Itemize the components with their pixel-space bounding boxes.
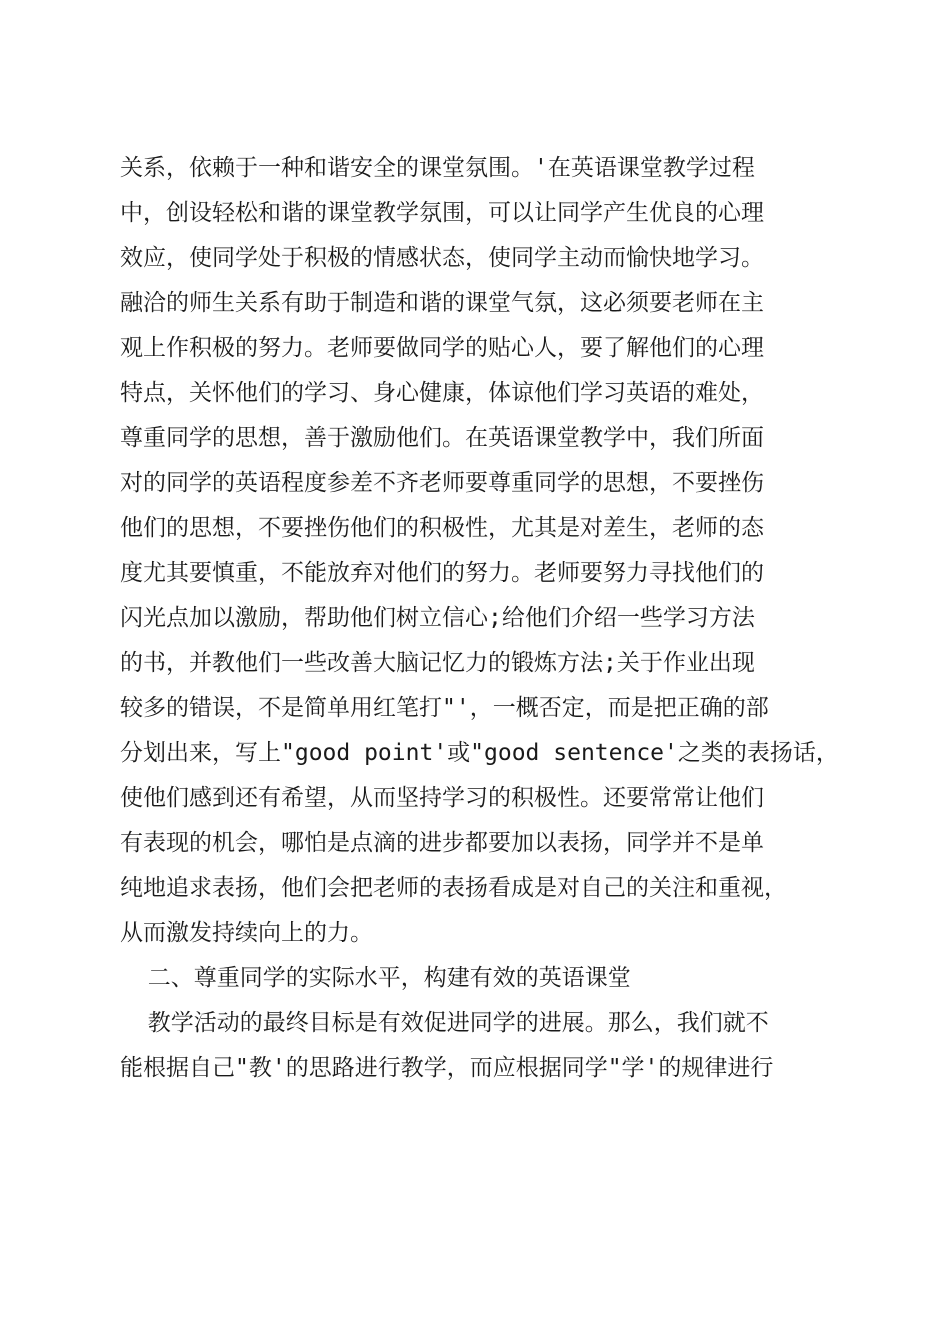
text-line: 中，创设轻松和谐的课堂教学氛围，可以让同学产生优良的心理 <box>120 200 764 226</box>
text-line: 他们的思想，不要挫伤他们的积极性，尤其是对差生，老师的态 <box>120 515 764 541</box>
text-line: 分划出来，写上"good point'或"good sentence'之类的表扬话， <box>120 740 839 766</box>
text-line: 较多的错误，不是简单用红笔打"'，一概否定，而是把正确的部 <box>120 695 769 721</box>
text-line: 对的同学的英语程度参差不齐老师要尊重同学的思想，不要挫伤 <box>120 470 764 496</box>
text-line: 效应，使同学处于积极的情感状态，使同学主动而愉快地学习。 <box>120 245 764 271</box>
text-line: 能根据自己"教'的思路进行教学，而应根据同学"学'的规律进行 <box>120 1055 774 1081</box>
text-line: 尊重同学的思想，善于激励他们。在英语课堂教学中，我们所面 <box>120 425 764 451</box>
text-line: 有表现的机会，哪怕是点滴的进步都要加以表扬，同学并不是单 <box>120 830 764 856</box>
text-line: 融洽的师生关系有助于制造和谐的课堂气氛，这必须要老师在主 <box>120 290 764 316</box>
text-line: 观上作积极的努力。老师要做同学的贴心人，要了解他们的心理 <box>120 335 764 361</box>
text-line: 关系，依赖于一种和谐安全的课堂氛围。'在英语课堂教学过程 <box>120 155 755 181</box>
text-line: 的书，并教他们一些改善大脑记忆力的锻炼方法;关于作业出现 <box>120 650 755 676</box>
section-heading: 二、尊重同学的实际水平，构建有效的英语课堂 <box>120 965 631 991</box>
body-text <box>120 146 840 1091</box>
text-line: 纯地追求表扬，他们会把老师的表扬看成是对自己的关注和重视， <box>120 875 787 901</box>
text-line: 特点，关怀他们的学习、身心健康，体谅他们学习英语的难处， <box>120 380 764 406</box>
text-line: 度尤其要慎重，不能放弃对他们的努力。老师要努力寻找他们的 <box>120 560 764 586</box>
text-line: 教学活动的最终目标是有效促进同学的进展。那么，我们就不 <box>120 1010 769 1036</box>
text-line: 使他们感到还有希望，从而坚持学习的积极性。还要常常让他们 <box>120 785 764 811</box>
text-line: 从而激发持续向上的力。 <box>120 920 373 946</box>
text-line: 闪光点加以激励，帮助他们树立信心;给他们介绍一些学习方法 <box>120 605 755 631</box>
